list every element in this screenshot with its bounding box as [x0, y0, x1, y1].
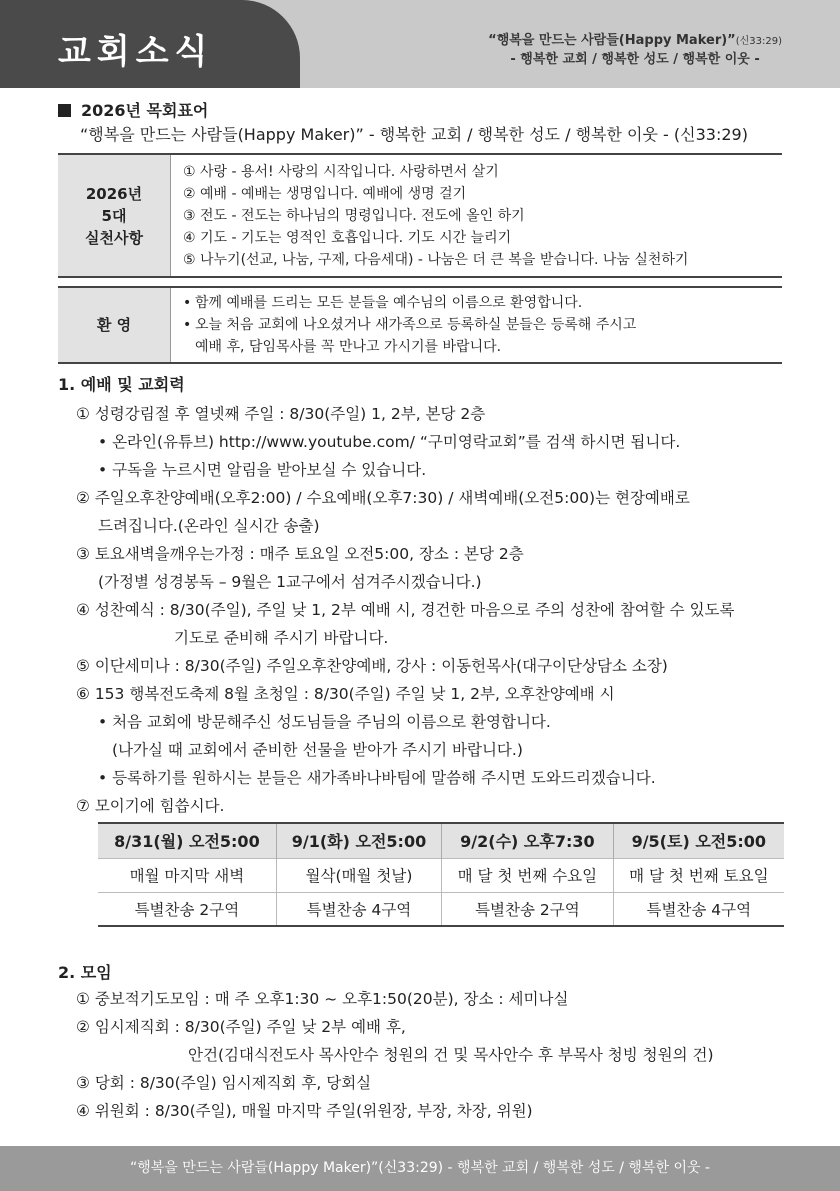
worship-item: ④ 성찬예식 : 8/30(주일), 주일 낮 1, 2부 예배 시, 경건한 마음으로 주의 성찬에 참여할 수 있도록	[76, 601, 735, 619]
meeting-item-continued: 안건(김대식전도사 목사안수 청원의 건 및 목사안수 후 부목사 청빙 청원의 건)	[188, 1046, 714, 1064]
meeting-item: ① 중보적기도모임 : 매 주 오후1:30 ~ 오후1:50(20분), 장소 : 세미나실	[76, 990, 569, 1008]
worship-subitem: • 온라인(유튜브) http://www.youtube.com/ “구미영락교회”를 검색 하시면 됩니다.	[98, 433, 681, 451]
table-header-cell: 8/31(월) 오전5:00	[98, 823, 276, 858]
practice-list	[171, 155, 782, 276]
bullet-icon: •	[183, 295, 192, 311]
worship-list	[76, 400, 796, 820]
table-header-cell: 9/1(화) 오전5:00	[276, 823, 441, 858]
welcome-text	[171, 288, 782, 362]
worship-subitem: • 구독을 누르시면 알림을 받아보실 수 있습니다.	[98, 461, 427, 479]
table-cell: 특별찬송 2구역	[98, 892, 276, 926]
motto-heading	[58, 98, 208, 121]
header-motto-main: “행복을 만드는 사람들(Happy Maker)”	[488, 33, 736, 48]
header-motto-ref: (신33:29)	[735, 36, 782, 47]
practice-item-prayer: ④ 기도 - 기도는 영적인 호흡입니다. 기도 시간 늘리기	[183, 230, 512, 246]
worship-item: ⑥ 153 행복전도축제 8월 초청일 : 8/30(주일) 주일 낮 1, 2부, 오후찬양예배 시	[76, 685, 615, 703]
header-motto-sub: - 행복한 교회 / 행복한 성도 / 행복한 이웃 -	[510, 52, 760, 67]
worship-subitem: • 등록하기를 원하시는 분들은 새가족바나바팀에 말씀해 주시면 도와드리겠습니다.	[98, 769, 656, 787]
meetings-section-title: 2. 모임	[58, 963, 112, 982]
worship-item-continued: (나가실 때 교회에서 준비한 선물을 받아가 주시기 바랍니다.)	[112, 741, 523, 759]
worship-item-continued: (가정별 성경봉독 – 9월은 1교구에서 섬겨주시겠습니다.)	[98, 573, 482, 591]
table-cell: 특별찬송 4구역	[276, 892, 441, 926]
practice-label-year: 2026년	[85, 184, 143, 203]
welcome-line-continued: 예배 후, 담임목사를 꼭 만나고 가시기를 바랍니다.	[195, 339, 502, 355]
square-bullet-icon	[58, 104, 71, 117]
worship-item: ③ 토요새벽을깨우는가정 : 매주 토요일 오전5:00, 장소 : 본당 2층	[76, 545, 524, 563]
header-motto	[488, 32, 782, 69]
meeting-item: ④ 위원회 : 8/30(주일), 매월 마지막 주일(위원장, 부장, 차장, 위원)	[76, 1102, 533, 1120]
table-cell: 월삭(매월 첫날)	[276, 858, 441, 892]
practice-label-title: 실천사항	[85, 228, 143, 247]
page-header	[0, 0, 840, 88]
practice-label-count: 5대	[101, 206, 127, 225]
page-footer: “행복을 만드는 사람들(Happy Maker)”(신33:29) - 행복한 교회 / 행복한 성도 / 행복한 이웃 -	[0, 1146, 840, 1191]
table-header-cell: 9/5(토) 오전5:00	[613, 823, 784, 858]
meetings-list	[76, 985, 796, 1125]
table-header-row	[98, 823, 784, 858]
welcome-box-label: 환 영	[58, 288, 171, 362]
welcome-line: • 오늘 처음 교회에 나오셨거나 새가족으로 등록하실 분들은 등록해 주시고	[183, 314, 770, 336]
table-row	[98, 858, 784, 892]
meeting-item: ② 임시제직회 : 8/30(주일) 주일 낮 2부 예배 후,	[76, 1018, 406, 1036]
worship-item: ⑤ 이단세미나 : 8/30(주일) 주일오후찬양예배, 강사 : 이동헌목사(대구이단상담소 소장)	[76, 657, 668, 675]
practice-item-evangelism: ③ 전도 - 전도는 하나님의 명령입니다. 전도에 올인 하기	[183, 208, 525, 224]
page-title: 교회소식	[58, 32, 214, 72]
worship-item: ② 주일오후찬양예배(오후2:00) / 수요예배(오후7:30) / 새벽예배(오전5:00)는 현장예배로	[76, 489, 690, 507]
practice-box-label	[58, 155, 171, 276]
worship-item-continued: 드려집니다.(온라인 실시간 송출)	[98, 517, 320, 535]
table-cell: 특별찬송 4구역	[613, 892, 784, 926]
bullet-icon: •	[183, 317, 192, 333]
worship-item: ① 성령강림절 후 열넷째 주일 : 8/30(주일) 1, 2부, 본당 2층	[76, 405, 486, 423]
table-cell: 특별찬송 2구역	[442, 892, 613, 926]
practice-item-sharing: ⑤ 나누기(선교, 나눔, 구제, 다음세대) - 나눔은 더 큰 복을 받습니다. 나눔 실천하기	[183, 252, 689, 268]
table-header-cell: 9/2(수) 오후7:30	[442, 823, 613, 858]
practice-item-worship: ② 예배 - 예배는 생명입니다. 예배에 생명 걸기	[183, 186, 467, 202]
motto-heading-text: 2026년 목회표어	[81, 101, 209, 120]
welcome-line: • 함께 예배를 드리는 모든 분들을 예수님의 이름으로 환영합니다.	[183, 292, 770, 314]
motto-text: “행복을 만드는 사람들(Happy Maker)” - 행복한 교회 / 행복한 성도 / 행복한 이웃 - (신33:29)	[80, 125, 748, 144]
worship-section-title: 1. 예배 및 교회력	[58, 375, 185, 394]
practice-box	[58, 153, 782, 278]
worship-item: ⑦ 모이기에 힘씁시다.	[76, 797, 225, 815]
table-row	[98, 892, 784, 926]
worship-subitem: • 처음 교회에 방문해주신 성도님들을 주님의 이름으로 환영합니다.	[98, 713, 551, 731]
table-cell: 매월 마지막 새벽	[98, 858, 276, 892]
meeting-item: ③ 당회 : 8/30(주일) 임시제직회 후, 당회실	[76, 1074, 372, 1092]
table-cell: 매 달 첫 번째 수요일	[442, 858, 613, 892]
practice-item-love: ① 사랑 - 용서! 사랑의 시작입니다. 사랑하면서 살기	[183, 164, 499, 180]
worship-item-continued: 기도로 준비해 주시기 바랍니다.	[174, 629, 389, 647]
table-cell: 매 달 첫 번째 토요일	[613, 858, 784, 892]
prayer-schedule-table	[98, 822, 784, 927]
welcome-box	[58, 286, 782, 364]
